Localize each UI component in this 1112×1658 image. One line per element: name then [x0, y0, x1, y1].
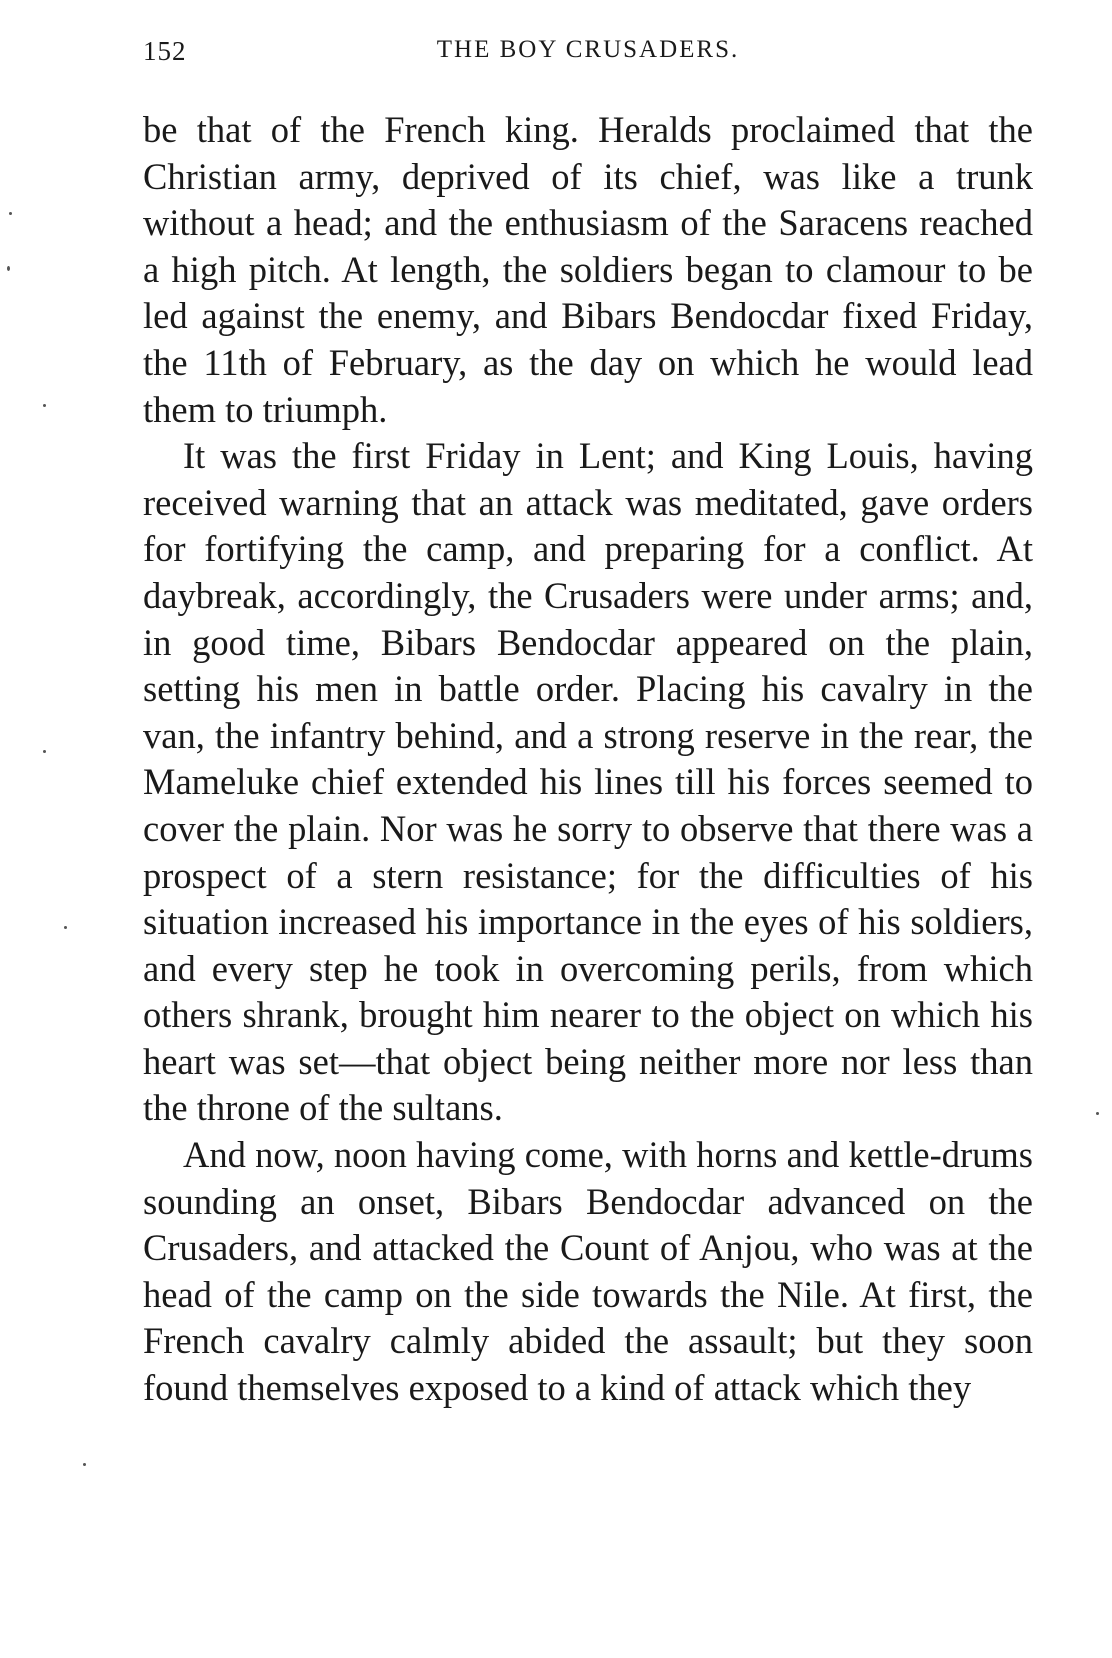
- paragraph-3: And now, noon having come, with horns and kettle-drums sounding an onset, Bibars Bendocdar advanced on the Crusaders, and attacked the Count of Anjou, who was at the head of the camp on the side towards the Nile. At first, the French cavalry calmly abided the assault; but they soon found themselves exposed to a kind of attack which they: [143, 1134, 1033, 1409]
- scan-speck: [83, 1463, 86, 1466]
- body-text: [143, 107, 1033, 1412]
- paragraph-2: It was the first Friday in Lent; and King Louis, having received warning that an attack was meditated, gave orders for fortifying the camp, and preparing for a conflict. At daybreak, accordingly, the Crusaders were under arms; and, in good time, Bibars Bendocdar appeared on the plain, setting his men in battle order. Placing his cavalry in the van, the infantry behind, and a strong reserve in the rear, the Mameluke chief extended his lines till his forces seemed to cover the plain. Nor was he sorry to observe that there was a prospect of a stern resistance; for the difficulties of his situation increased his importance in the eyes of his soldiers, and every step he took in overcoming perils, from which others shrank, brought him nearer to the object on which his heart was set—that object being neither more nor less than the throne of the sultans.: [143, 435, 1033, 1129]
- scan-speck: [43, 404, 46, 407]
- scan-speck: [1096, 1112, 1099, 1115]
- scan-speck: [7, 266, 10, 271]
- scan-speck: [64, 926, 67, 929]
- paragraph-1: be that of the French king. Heralds proclaimed that the Christian army, deprived of its chief, was like a trunk without a head; and the enthusiasm of the Saracens reached a high pitch. At length, the soldiers began to clamour to be led against the enemy, and Bibars Bendocdar fixed Friday, the 11th of February, as the day on which he would lead them to triumph.: [143, 109, 1033, 430]
- page-number: 152: [143, 36, 187, 66]
- scan-speck: [9, 212, 12, 215]
- page-header: [143, 36, 1033, 76]
- scan-speck: [43, 750, 46, 753]
- running-title: THE BOY CRUSADERS.: [436, 36, 740, 63]
